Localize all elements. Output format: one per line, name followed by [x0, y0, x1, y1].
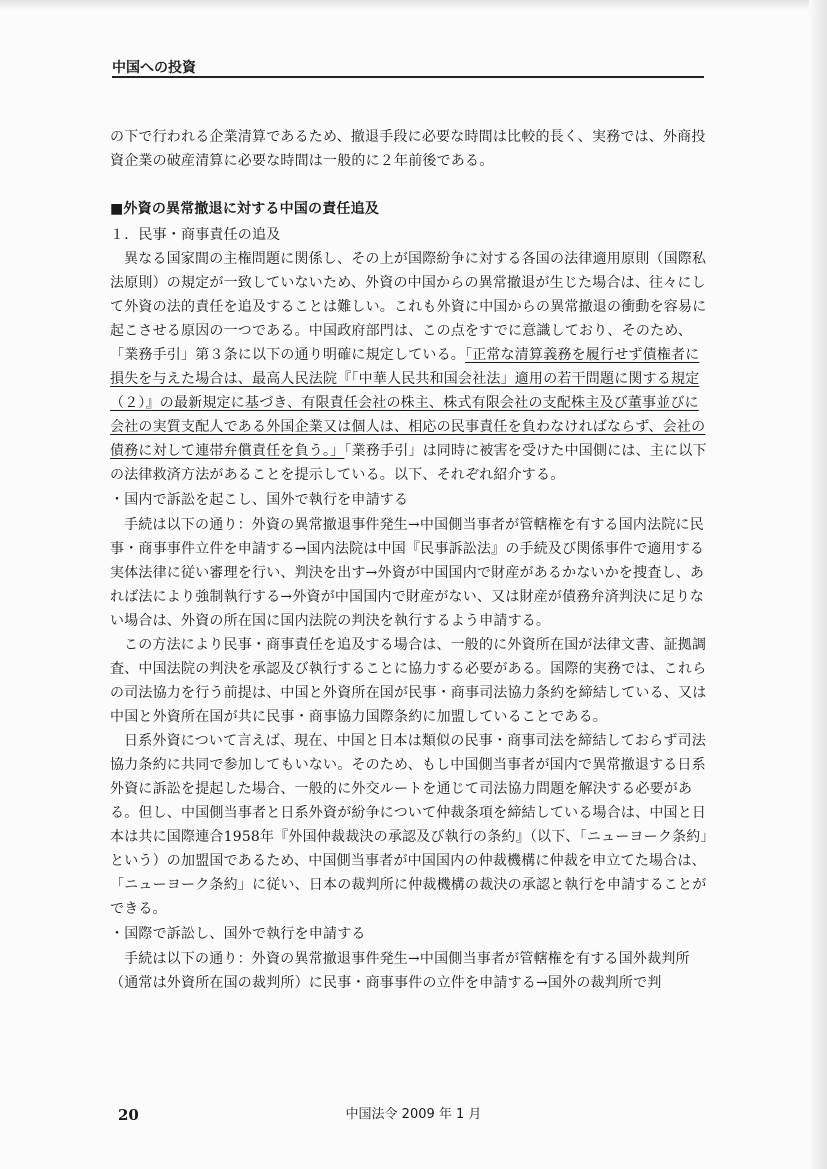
running-header	[112, 60, 704, 78]
subsection-heading: １．民事・商事責任の追及	[110, 227, 281, 243]
scan-shadow-top	[0, 0, 827, 10]
section-heading: ■外資の異常撤退に対する中国の責任追及	[110, 201, 380, 217]
scan-shadow-right	[809, 0, 827, 1169]
page-number: 20	[118, 1106, 139, 1124]
paragraph-civil-liability	[110, 247, 710, 487]
paragraph-procedure-international: 手続は以下の通り：外資の異常撤退事件発生→中国側当事者が管轄権を有する国外裁判所（通常は外資所在国の裁判所）に民事・商事事件の立件を申請する→国外の裁判所で判	[110, 951, 690, 991]
bullet-item-international-suit: ・国際で訴訟し、国外で執行を申請する	[110, 926, 366, 942]
bullet-item-domestic-suit: ・国内で訴訟を起こし、国外で執行を申請する	[110, 492, 409, 508]
header-rule	[112, 76, 704, 78]
paragraph-text: 異なる国家間の主権問題に関係し、その上が国際紛争に対する各国の法律適用原則（国際私法原則）の規定が一致していないため、外資の中国からの異常撤退が生じた場合は、往々にして外資の法的責任を追及することは難しい。これも外資に中国からの異常撤退の衝動を容易に起こさせる原因の一つである。中国政府部門は、この点をすでに意識しており、そのため、「業務手引」第３条に以下の通り明確に規定している。	[110, 251, 707, 363]
paragraph-judicial-cooperation: この方法により民事・商事責任を追及する場合は、一般的に外資所在国が法律文書、証拠調査、中国法院の判決を承認及び執行することに協力する必要がある。国際的実務では、これらの司法協力を行う前提は、中国と外資所在国が民事・商事司法協力条約を締結している、又は中国と外資所在国が共に民事・商事協力国際条約に加盟していることである。	[110, 637, 707, 725]
body-text	[110, 125, 710, 995]
paragraph-japanese-investors: 日系外資について言えば、現在、中国と日本は類似の民事・商事司法を締結しておらず司法協力条約に共同で参加してもいない。そのため、もし中国側当事者が国内で異常撤退する日系外資に訴訟を提起した場合、一般的に外交ルートを通じて司法協力問題を解決する必要がある。但し、中国側当事者と日系外資が紛争について仲裁条項を締結している場合は、中国と日本は共に国際連合1958年『外国仲裁裁決の承認及び執行の条約』（以下、「ニューヨーク条約」という）の加盟国であるため、中国側当事者が中国国内の仲裁機構に仲裁を申立てた場合は、「ニューヨーク条約」に従い、日本の裁判所に仲裁機構の裁決の承認と執行を申請することができる。	[110, 733, 708, 917]
publication-footer: 中国法令 2009 年 1 月	[345, 1107, 482, 1122]
underlined-quote: 「正常な清算義務を履行せず債権者に損失を与えた場合は、最高人民法院『「中華人民共和国会社法」適用の若干問題に関する規定（２）』の最新規定に基づき、有限責任会社の株主、株式有限会社の支配株主及び董事並びに会社の実質支配人である外国企業又は個人は、相応の民事責任を負わなければならず、会社の債務に対して連帯弁償責任を負う。」	[110, 347, 706, 459]
header-title: 中国への投資	[112, 60, 196, 76]
paragraph-procedure: 手続は以下の通り：外資の異常撤退事件発生→中国側当事者が管轄権を有する国内法院に民事・商事事件立件を申請する→国内法院は中国『民事訴訟法』の手続及び関係事件で適用する実体法律に従い審理を行い、判決を出す→外資が中国国内で財産があるかないかを捜査し、あれば法により強制執行する→外資が中国国内で財産がない、又は財産が債務弁済判決に足りない場合は、外資の所在国に国内法院の判決を執行するよう申請する。	[110, 517, 705, 629]
paragraph-text: 「業務手引」は同時に被害を受けた中国側には、主に以下の法律救済方法があることを提示している。以下、それぞれ紹介する。	[110, 443, 707, 483]
paragraph-continued: の下で行われる企業清算であるため、撤退手段に必要な時間は比較的長く、実務では、外商投資企業の破産清算に必要な時間は一般的に２年前後である。	[110, 129, 706, 169]
